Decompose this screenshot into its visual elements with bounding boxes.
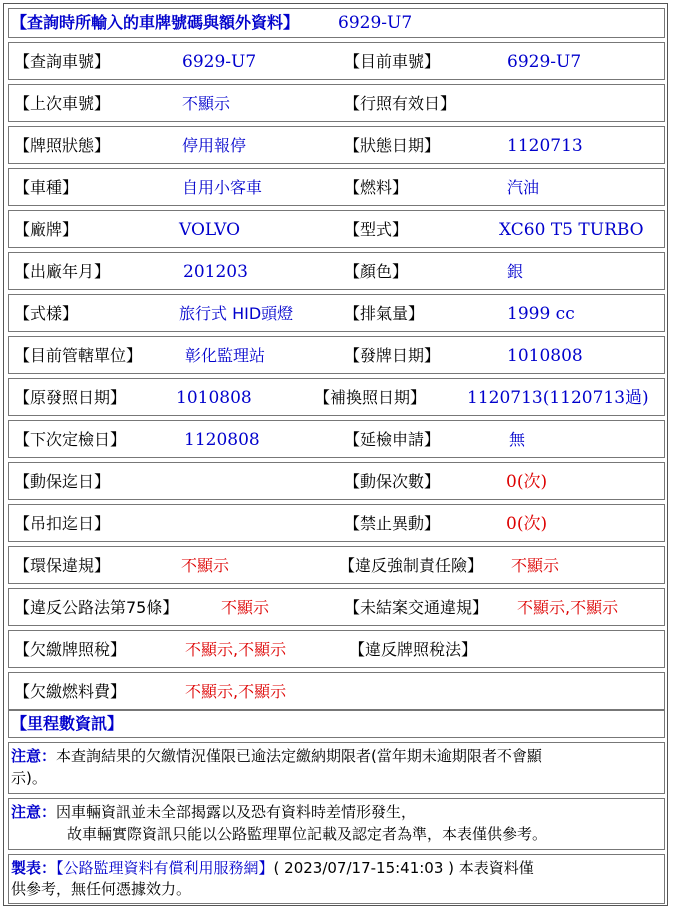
field-label: 【延檢申請】 — [344, 430, 441, 449]
field-label: 【違反牌照稅法】 — [349, 640, 478, 659]
field-label: 【燃料】 — [344, 178, 409, 197]
field-value: 汽油 — [507, 178, 540, 197]
field-label: 【補換照日期】 — [314, 388, 427, 407]
header-row — [8, 8, 665, 38]
field-label: 【顏色】 — [344, 262, 409, 281]
mileage-title: 【里程數資訊】 — [11, 714, 124, 733]
field-label: 【型式】 — [344, 220, 409, 239]
field-value: VOLVO — [179, 220, 241, 240]
info-row — [8, 168, 665, 206]
mileage-row — [8, 710, 665, 738]
report-frame — [3, 3, 668, 906]
note2-line1 — [11, 802, 416, 823]
field-value: 不顯示,不顯示 — [185, 682, 287, 701]
header-title: 【查詢時所輸入的車牌號碼與額外資料】 — [11, 13, 300, 32]
field-value: 不顯示,不顯示 — [517, 598, 619, 617]
note2-text2: 故車輛實際資訊只能以公路監理單位記載及認定者為準，本表僅供參考。 — [67, 825, 548, 843]
field-value: 銀 — [507, 262, 524, 281]
field-value: 不顯示,不顯示 — [185, 640, 287, 659]
note2-text1: 因車輛資訊並未全部揭露以及恐有資料時差情形發生， — [56, 803, 417, 821]
field-label: 【牌照狀態】 — [14, 136, 111, 155]
field-label: 【環保違規】 — [14, 556, 111, 575]
note1-text1: 本查詢結果的欠繳情況僅限已逾法定繳納期限者(當年期未逾期限者不會顯 — [56, 747, 542, 765]
info-row — [8, 462, 665, 500]
info-row — [8, 420, 665, 458]
info-row — [8, 126, 665, 164]
field-label: 【排氣量】 — [344, 304, 425, 323]
field-value: 不顯示 — [181, 556, 230, 575]
field-label: 【車種】 — [14, 178, 79, 197]
info-row — [8, 84, 665, 122]
field-label: 【行照有效日】 — [344, 94, 457, 113]
footer-box — [8, 854, 665, 904]
info-row — [8, 336, 665, 374]
note1-label: 注意： — [11, 747, 57, 765]
field-value: 自用小客車 — [182, 178, 263, 197]
field-value: 1120808 — [184, 430, 260, 450]
field-label: 【動保次數】 — [344, 472, 441, 491]
note1-box — [8, 742, 665, 794]
footer-service: 【公路監理資料有償利用服務網】 — [56, 859, 274, 877]
note2-label: 注意： — [11, 803, 57, 821]
field-value: 1120713(1120713過) — [467, 388, 649, 408]
info-row — [8, 672, 665, 710]
info-row — [8, 210, 665, 248]
field-value: 無 — [509, 430, 526, 449]
field-value: 1999 cc — [507, 304, 575, 324]
field-label: 【目前管轄單位】 — [14, 346, 143, 365]
note1-line1 — [11, 746, 542, 767]
note2-box — [8, 798, 665, 850]
footer-text2: 供參考，無任何憑據效力。 — [11, 880, 192, 898]
field-label: 【動保迄日】 — [14, 472, 111, 491]
field-label: 【狀態日期】 — [344, 136, 441, 155]
field-label: 【原發照日期】 — [14, 388, 127, 407]
field-value: 0(次) — [506, 472, 548, 492]
field-value: 旅行式 HID頭燈 — [179, 304, 294, 323]
field-value: 不顯示 — [182, 94, 231, 113]
field-label: 【出廠年月】 — [14, 262, 111, 281]
field-label: 【目前車號】 — [344, 52, 441, 71]
field-value: 1120713 — [507, 136, 583, 156]
field-label: 【上次車號】 — [14, 94, 111, 113]
field-value: 201203 — [183, 262, 248, 282]
field-value: XC60 T5 TURBO — [499, 220, 644, 240]
field-label: 【違反強制責任險】 — [339, 556, 484, 575]
header-plate: 6929-U7 — [338, 13, 413, 33]
info-row — [8, 546, 665, 584]
info-row — [8, 294, 665, 332]
field-label: 【廠牌】 — [14, 220, 79, 239]
field-value: 0(次) — [506, 514, 548, 534]
field-value: 停用報停 — [182, 136, 247, 155]
info-row — [8, 378, 665, 416]
info-row — [8, 252, 665, 290]
info-row — [8, 588, 665, 626]
footer-line1 — [11, 858, 534, 879]
field-value: 不顯示 — [511, 556, 560, 575]
field-label: 【查詢車號】 — [14, 52, 111, 71]
field-value: 6929-U7 — [182, 52, 257, 72]
footer-label: 製表： — [11, 859, 57, 877]
footer-text1: ( 2023/07/17-15:41:03 ) 本表資料僅 — [273, 859, 534, 877]
field-label: 【式樣】 — [14, 304, 79, 323]
field-label: 【違反公路法第75條】 — [14, 598, 179, 617]
field-label: 【未結案交通違規】 — [344, 598, 489, 617]
info-row — [8, 630, 665, 668]
field-label: 【吊扣迄日】 — [14, 514, 111, 533]
field-value: 不顯示 — [221, 598, 270, 617]
info-row — [8, 504, 665, 542]
field-label: 【欠繳牌照稅】 — [14, 640, 127, 659]
field-label: 【禁止異動】 — [344, 514, 441, 533]
field-label: 【欠繳燃料費】 — [14, 682, 127, 701]
field-value: 6929-U7 — [507, 52, 582, 72]
field-value: 1010808 — [507, 346, 583, 366]
note1-text2: 示)。 — [11, 769, 47, 787]
field-value: 1010808 — [176, 388, 252, 408]
info-row — [8, 42, 665, 80]
field-label: 【發牌日期】 — [344, 346, 441, 365]
field-value: 彰化監理站 — [185, 346, 266, 365]
field-label: 【下次定檢日】 — [14, 430, 127, 449]
